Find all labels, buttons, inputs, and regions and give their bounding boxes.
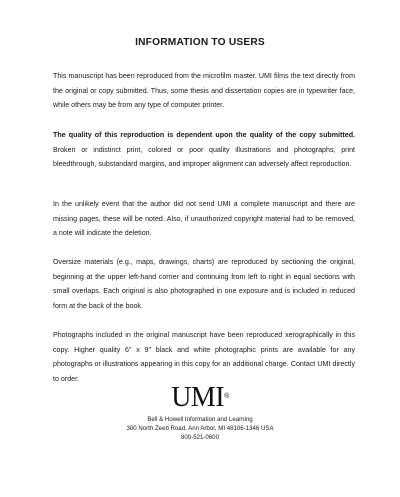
paragraph-quality xyxy=(53,128,355,172)
page-title: INFORMATION TO USERS xyxy=(135,37,265,48)
paragraph-missing-pages: In the unlikely event that the author did not send UMI a complete manuscript and there are missing pages, these will be noted. Also, if unauthorized copyright material had to be removed, a note will indicate the deletion. xyxy=(53,200,355,238)
imprint-address: 300 North Zeeb Road, Ann Arbor, MI 48106-1346 USA xyxy=(126,425,274,432)
imprint-phone: 800-521-0600 xyxy=(181,434,219,441)
umi-logo-text: UMI xyxy=(171,382,225,413)
imprint-company: Bell & Howell Information and Learning xyxy=(147,416,253,423)
paragraph-microfilm: This manuscript has been reproduced from the microfilm master. UMI films the text directly from the original or copy submitted. Thus, some thesis and dissertation copies are in typewriter face, while others may be from any type of computer printer. xyxy=(53,72,355,110)
registered-mark: ® xyxy=(224,393,229,400)
paragraph-photographs: Photographs included in the original manuscript have been reproduced xerographically in this copy. Higher quality 6" x 9" black and white photographic prints are available for any photographs or illustrations appearing in this copy for an additional charge. Contact UMI directly to order. xyxy=(53,331,355,383)
paragraph-quality-rest: Broken or indistinct print, colored or poor quality illustrations and photographs, print bleedthrough, substandard margins, and improper alignment can adversely affect reproduction. xyxy=(53,145,355,169)
umi-logo xyxy=(0,384,400,412)
paragraph-oversize: Oversize materials (e.g., maps, drawings, charts) are reproduced by sectioning the original, beginning at the upper left-hand corner and continuing from left to right in equal sections with small overlaps. Each original is also photographed in one exposure and is included in reduced form at the back of the book. xyxy=(53,258,355,310)
paragraph-quality-bold: The quality of this reproduction is dependent upon the quality of the copy submitted. xyxy=(53,131,355,139)
